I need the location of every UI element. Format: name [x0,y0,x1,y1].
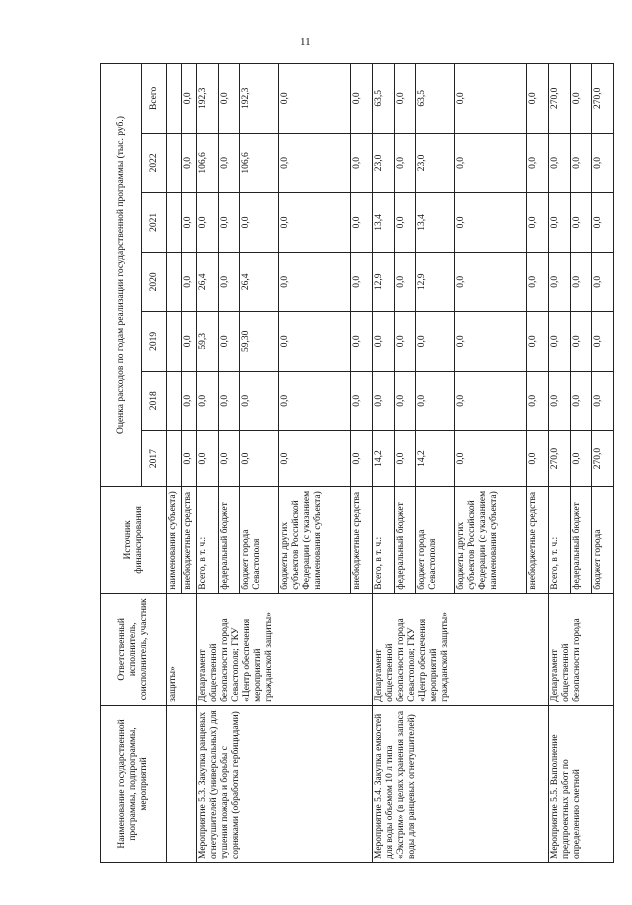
value-cell: 0,0 [527,431,549,487]
value-cell [167,312,182,371]
value-cell: 0,0 [240,371,279,430]
value-cell: 0,0 [592,252,614,311]
value-cell: 0,0 [570,64,592,134]
value-cell: 0,0 [570,193,592,252]
source-cell: бюджет города Севастополя [416,487,455,594]
value-cell: 192,3 [197,64,219,134]
value-cell: 59,3 [197,312,219,371]
value-cell: 0,0 [278,64,351,134]
value-cell: 0,0 [527,64,549,134]
source-cell: Всего, в т. ч.: [197,487,219,594]
value-cell: 0,0 [454,431,527,487]
source-cell: федеральный бюджет [394,487,416,594]
value-cell: 63,5 [416,64,455,134]
value-cell: 23,0 [416,133,455,192]
value-cell: 0,0 [278,431,351,487]
table-row [373,64,395,863]
value-cell: 0,0 [182,371,197,430]
value-cell: 0,0 [527,252,549,311]
value-cell: 26,4 [240,252,279,311]
source-cell: внебюджетные средства [351,487,373,594]
value-cell: 0,0 [351,252,373,311]
value-cell: 0,0 [549,371,571,430]
value-cell: 0,0 [592,371,614,430]
value-cell: 0,0 [351,431,373,487]
value-cell: 0,0 [394,371,416,430]
value-cell: 0,0 [351,193,373,252]
value-cell: 0,0 [394,431,416,487]
value-cell: 106,6 [240,133,279,192]
value-cell: 0,0 [527,193,549,252]
value-cell: 0,0 [454,193,527,252]
source-cell: внебюджетные средства [182,487,197,594]
table-row [167,64,182,863]
value-cell: 0,0 [416,312,455,371]
value-cell: 0,0 [549,133,571,192]
value-cell: 0,0 [182,431,197,487]
value-cell: 0,0 [527,312,549,371]
value-cell: 0,0 [454,252,527,311]
year-header: Всего [142,64,167,134]
value-cell: 0,0 [549,193,571,252]
source-cell: Всего, в т. ч.: [549,487,571,594]
source-cell: бюджет города [592,487,614,594]
table-row [549,64,571,863]
header-source: Источник финансирования [101,487,167,594]
value-cell: 0,0 [182,133,197,192]
responsible-cell: Департамент общественной безопасности города Севастополя; ГКУ «Центр обеспечения мероприятий гражданской защиты» [197,593,373,705]
value-cell: 0,0 [218,252,240,311]
value-cell: 0,0 [218,431,240,487]
source-cell: федеральный бюджет [570,487,592,594]
header-estimate: Оценка расходов по годам реализации государственной программы (тыс. руб.) [101,64,142,487]
source-cell: внебюджетные средства [527,487,549,594]
header-responsible: Ответственный исполнитель, соисполнитель, участник [101,593,167,705]
year-header: 2017 [142,431,167,487]
value-cell: 12,9 [373,252,395,311]
value-cell: 0,0 [592,312,614,371]
measure-name-cell: Мероприятие 5.5. Выполнение предпроектных работ по определению сметной [549,705,614,862]
value-cell: 0,0 [570,371,592,430]
value-cell: 0,0 [527,371,549,430]
value-cell: 270,0 [592,431,614,487]
value-cell: 0,0 [278,312,351,371]
source-cell: федеральный бюджет [218,487,240,594]
value-cell: 0,0 [454,133,527,192]
value-cell: 270,0 [549,64,571,134]
value-cell: 270,0 [592,64,614,134]
value-cell: 23,0 [373,133,395,192]
measure-name-cell: Мероприятие 5.3. Закупка ранцевых огнетушителей (универсальных) для тушения пожара и борьбы с сорняками (обработка гербицидами) [197,705,373,862]
value-cell: 192,3 [240,64,279,134]
value-cell [167,133,182,192]
value-cell: 0,0 [240,431,279,487]
value-cell: 0,0 [278,252,351,311]
value-cell: 0,0 [592,133,614,192]
responsible-cell: Департамент общественной безопасности города [549,593,614,705]
value-cell: 0,0 [182,312,197,371]
value-cell: 63,5 [373,64,395,134]
value-cell: 0,0 [549,312,571,371]
value-cell: 14,2 [416,431,455,487]
table-row [197,64,219,863]
source-cell: Всего, в т. ч.: [373,487,395,594]
value-cell: 0,0 [351,312,373,371]
value-cell: 0,0 [197,371,219,430]
value-cell: 14,2 [373,431,395,487]
value-cell: 0,0 [182,193,197,252]
value-cell [167,64,182,134]
source-cell: бюджет города Севастополя [240,487,279,594]
page-number: 11 [300,36,311,48]
value-cell: 0,0 [182,252,197,311]
value-cell: 0,0 [416,371,455,430]
source-cell: бюджеты других субъектов Российской Федерации (с указанием наименования субъекта) [454,487,527,594]
value-cell: 13,4 [373,193,395,252]
value-cell: 0,0 [197,193,219,252]
measure-name-cell: Мероприятие 5.4. Закупка емкостей для воды объемом 10 л типа «Экстрим» (в целях хранения запаса воды для ранцевых огнетушителей) [373,705,549,862]
value-cell: 26,4 [197,252,219,311]
value-cell: 0,0 [527,133,549,192]
rotated-table-container [100,63,614,863]
value-cell: 0,0 [218,64,240,134]
header-name: Наименование государственной программы, подпрограммы, мероприятий [101,705,167,862]
source-cell: наименования субъекта) [167,487,182,594]
value-cell [167,193,182,252]
value-cell [167,252,182,311]
value-cell: 0,0 [218,371,240,430]
value-cell: 0,0 [278,133,351,192]
year-header: 2019 [142,312,167,371]
value-cell: 0,0 [182,64,197,134]
year-header: 2018 [142,371,167,430]
value-cell: 0,0 [454,312,527,371]
value-cell: 0,0 [570,431,592,487]
value-cell: 12,9 [416,252,455,311]
value-cell: 0,0 [351,64,373,134]
value-cell: 270,0 [549,431,571,487]
value-cell: 0,0 [454,371,527,430]
value-cell [167,371,182,430]
value-cell: 0,0 [197,431,219,487]
responsible-cell: защиты» [167,593,197,705]
value-cell: 0,0 [454,64,527,134]
value-cell: 0,0 [394,252,416,311]
value-cell: 0,0 [570,252,592,311]
year-header: 2022 [142,133,167,192]
year-header: 2021 [142,193,167,252]
value-cell: 0,0 [394,133,416,192]
value-cell [167,431,182,487]
value-cell: 0,0 [373,371,395,430]
value-cell: 0,0 [218,312,240,371]
responsible-cell: Департамент общественной безопасности города Севастополя; ГКУ «Центр обеспечения мероприятий гражданской защиты» [373,593,549,705]
value-cell: 0,0 [570,312,592,371]
value-cell: 0,0 [394,193,416,252]
value-cell: 13,4 [416,193,455,252]
name-cell [167,705,197,862]
value-cell: 0,0 [278,371,351,430]
value-cell: 0,0 [218,133,240,192]
value-cell: 0,0 [351,133,373,192]
value-cell: 0,0 [394,312,416,371]
value-cell: 106,6 [197,133,219,192]
value-cell: 0,0 [240,193,279,252]
value-cell: 0,0 [351,371,373,430]
value-cell: 0,0 [549,252,571,311]
value-cell: 0,0 [394,64,416,134]
value-cell: 0,0 [373,312,395,371]
value-cell: 59,30 [240,312,279,371]
budget-table [100,63,614,863]
value-cell: 0,0 [218,193,240,252]
value-cell: 0,0 [570,133,592,192]
value-cell: 0,0 [278,193,351,252]
value-cell: 0,0 [592,193,614,252]
year-header: 2020 [142,252,167,311]
source-cell: бюджеты других субъектов Российской Федерации (с указанием наименования субъекта) [278,487,351,594]
